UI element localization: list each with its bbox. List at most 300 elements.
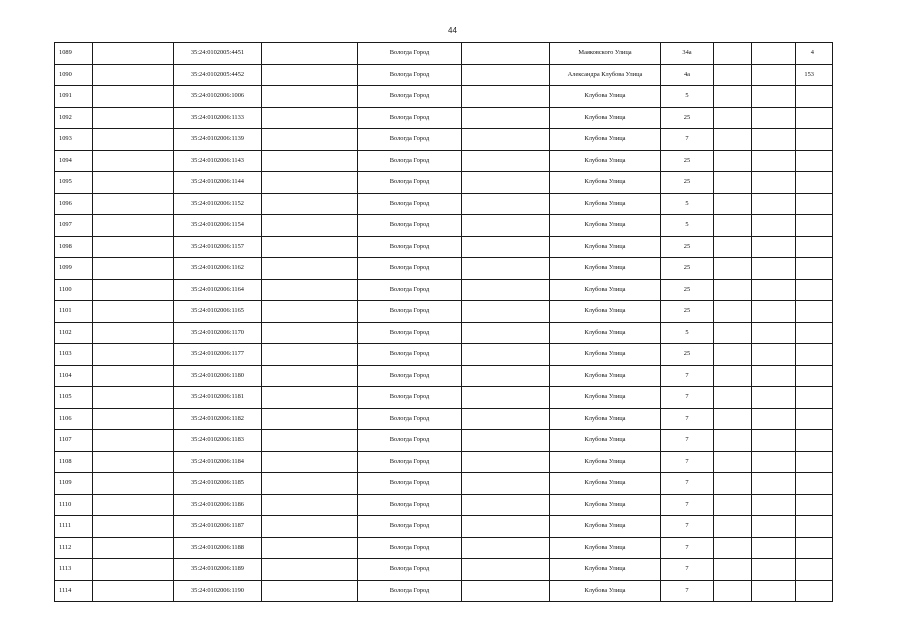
empty-cell (262, 64, 358, 86)
row-number-cell: 1107 (55, 430, 93, 452)
empty-cell (262, 43, 358, 65)
house-number-cell: 25 (661, 236, 714, 258)
house-number-cell: 7 (661, 580, 714, 602)
empty-cell (262, 580, 358, 602)
apartment-cell (796, 387, 833, 409)
row-number-cell: 1089 (55, 43, 93, 65)
empty-cell (462, 516, 550, 538)
locality-cell: Вологда Город (358, 365, 462, 387)
cadastral-number-cell: 35:24:0102006:1165 (174, 301, 262, 323)
empty-cell (93, 172, 174, 194)
empty-cell (714, 64, 752, 86)
empty-cell (93, 279, 174, 301)
house-number-cell: 5 (661, 215, 714, 237)
house-number-cell: 25 (661, 279, 714, 301)
apartment-cell (796, 559, 833, 581)
street-cell: Клубова Улица (550, 516, 661, 538)
empty-cell (714, 516, 752, 538)
empty-cell (262, 107, 358, 129)
empty-cell (262, 86, 358, 108)
cadastral-number-cell: 35:24:0102006:1182 (174, 408, 262, 430)
apartment-cell: 153 (796, 64, 833, 86)
empty-cell (752, 365, 796, 387)
empty-cell (462, 301, 550, 323)
apartment-cell (796, 215, 833, 237)
empty-cell (752, 193, 796, 215)
empty-cell (262, 193, 358, 215)
locality-cell: Вологда Город (358, 430, 462, 452)
table-row (55, 322, 833, 344)
empty-cell (752, 537, 796, 559)
empty-cell (714, 322, 752, 344)
locality-cell: Вологда Город (358, 258, 462, 280)
apartment-cell (796, 322, 833, 344)
locality-cell: Вологда Город (358, 86, 462, 108)
street-cell: Клубова Улица (550, 451, 661, 473)
apartment-cell (796, 279, 833, 301)
empty-cell (714, 43, 752, 65)
locality-cell: Вологда Город (358, 344, 462, 366)
empty-cell (93, 559, 174, 581)
house-number-cell: 25 (661, 172, 714, 194)
row-number-cell: 1111 (55, 516, 93, 538)
table-row (55, 150, 833, 172)
street-cell: Маяковского Улица (550, 43, 661, 65)
street-cell: Клубова Улица (550, 279, 661, 301)
empty-cell (752, 408, 796, 430)
locality-cell: Вологда Город (358, 387, 462, 409)
empty-cell (462, 387, 550, 409)
empty-cell (462, 193, 550, 215)
locality-cell: Вологда Город (358, 451, 462, 473)
apartment-cell (796, 129, 833, 151)
empty-cell (752, 107, 796, 129)
empty-cell (714, 258, 752, 280)
empty-cell (93, 516, 174, 538)
empty-cell (714, 236, 752, 258)
empty-cell (752, 64, 796, 86)
row-number-cell: 1105 (55, 387, 93, 409)
empty-cell (752, 172, 796, 194)
cadastral-number-cell: 35:24:0102006:1190 (174, 580, 262, 602)
empty-cell (93, 408, 174, 430)
table-row (55, 107, 833, 129)
row-number-cell: 1092 (55, 107, 93, 129)
house-number-cell: 7 (661, 365, 714, 387)
row-number-cell: 1098 (55, 236, 93, 258)
table-row (55, 580, 833, 602)
empty-cell (93, 107, 174, 129)
apartment-cell (796, 365, 833, 387)
empty-cell (714, 473, 752, 495)
empty-cell (93, 473, 174, 495)
empty-cell (262, 365, 358, 387)
empty-cell (714, 107, 752, 129)
house-number-cell: 7 (661, 516, 714, 538)
locality-cell: Вологда Город (358, 322, 462, 344)
empty-cell (752, 451, 796, 473)
empty-cell (714, 537, 752, 559)
table-row (55, 279, 833, 301)
empty-cell (752, 516, 796, 538)
locality-cell: Вологда Город (358, 236, 462, 258)
empty-cell (93, 451, 174, 473)
apartment-cell (796, 473, 833, 495)
empty-cell (714, 408, 752, 430)
empty-cell (462, 64, 550, 86)
empty-cell (93, 301, 174, 323)
empty-cell (714, 451, 752, 473)
empty-cell (262, 301, 358, 323)
empty-cell (462, 236, 550, 258)
empty-cell (714, 559, 752, 581)
empty-cell (262, 559, 358, 581)
locality-cell: Вологда Город (358, 215, 462, 237)
empty-cell (752, 580, 796, 602)
apartment-cell (796, 172, 833, 194)
empty-cell (752, 430, 796, 452)
locality-cell: Вологда Город (358, 129, 462, 151)
registry-table-body (55, 43, 833, 602)
cadastral-number-cell: 35:24:0102006:1143 (174, 150, 262, 172)
table-row (55, 430, 833, 452)
empty-cell (714, 387, 752, 409)
cadastral-number-cell: 35:24:0102006:1139 (174, 129, 262, 151)
empty-cell (752, 258, 796, 280)
empty-cell (462, 580, 550, 602)
apartment-cell (796, 580, 833, 602)
empty-cell (262, 537, 358, 559)
empty-cell (462, 258, 550, 280)
street-cell: Клубова Улица (550, 172, 661, 194)
house-number-cell: 7 (661, 494, 714, 516)
empty-cell (262, 129, 358, 151)
cadastral-number-cell: 35:24:0102006:1170 (174, 322, 262, 344)
locality-cell: Вологда Город (358, 580, 462, 602)
cadastral-number-cell: 35:24:0102006:1189 (174, 559, 262, 581)
table-row (55, 516, 833, 538)
locality-cell: Вологда Город (358, 64, 462, 86)
table-row (55, 408, 833, 430)
empty-cell (714, 365, 752, 387)
empty-cell (262, 516, 358, 538)
empty-cell (93, 430, 174, 452)
cadastral-number-cell: 35:24:0102006:1181 (174, 387, 262, 409)
apartment-cell (796, 150, 833, 172)
table-row (55, 387, 833, 409)
table-row (55, 344, 833, 366)
empty-cell (262, 387, 358, 409)
apartment-cell (796, 86, 833, 108)
empty-cell (752, 344, 796, 366)
house-number-cell: 7 (661, 473, 714, 495)
row-number-cell: 1094 (55, 150, 93, 172)
empty-cell (714, 193, 752, 215)
row-number-cell: 1114 (55, 580, 93, 602)
table-row (55, 172, 833, 194)
house-number-cell: 7 (661, 408, 714, 430)
empty-cell (93, 580, 174, 602)
page-number: 44 (448, 26, 457, 35)
row-number-cell: 1100 (55, 279, 93, 301)
apartment-cell (796, 537, 833, 559)
apartment-cell (796, 516, 833, 538)
table-row (55, 301, 833, 323)
empty-cell (462, 451, 550, 473)
empty-cell (462, 494, 550, 516)
table-row (55, 365, 833, 387)
cadastral-number-cell: 35:24:0102006:1188 (174, 537, 262, 559)
empty-cell (714, 129, 752, 151)
empty-cell (462, 344, 550, 366)
house-number-cell: 25 (661, 258, 714, 280)
house-number-cell: 7 (661, 129, 714, 151)
apartment-cell (796, 408, 833, 430)
empty-cell (93, 86, 174, 108)
street-cell: Клубова Улица (550, 559, 661, 581)
locality-cell: Вологда Город (358, 473, 462, 495)
row-number-cell: 1109 (55, 473, 93, 495)
empty-cell (93, 43, 174, 65)
empty-cell (262, 279, 358, 301)
empty-cell (262, 473, 358, 495)
street-cell: Клубова Улица (550, 344, 661, 366)
empty-cell (752, 473, 796, 495)
locality-cell: Вологда Город (358, 279, 462, 301)
empty-cell (462, 559, 550, 581)
house-number-cell: 25 (661, 107, 714, 129)
street-cell: Клубова Улица (550, 193, 661, 215)
street-cell: Клубова Улица (550, 365, 661, 387)
table-row (55, 129, 833, 151)
street-cell: Клубова Улица (550, 537, 661, 559)
empty-cell (714, 172, 752, 194)
house-number-cell: 25 (661, 150, 714, 172)
cadastral-number-cell: 35:24:0102006:1164 (174, 279, 262, 301)
empty-cell (752, 279, 796, 301)
empty-cell (462, 322, 550, 344)
cadastral-number-cell: 35:24:0102006:1154 (174, 215, 262, 237)
empty-cell (714, 279, 752, 301)
empty-cell (93, 64, 174, 86)
empty-cell (752, 43, 796, 65)
street-cell: Александра Клубова Улица (550, 64, 661, 86)
empty-cell (714, 215, 752, 237)
empty-cell (93, 365, 174, 387)
cadastral-number-cell: 35:24:0102006:1186 (174, 494, 262, 516)
apartment-cell (796, 107, 833, 129)
row-number-cell: 1112 (55, 537, 93, 559)
empty-cell (752, 150, 796, 172)
empty-cell (262, 322, 358, 344)
empty-cell (262, 236, 358, 258)
row-number-cell: 1099 (55, 258, 93, 280)
house-number-cell: 5 (661, 193, 714, 215)
cadastral-number-cell: 35:24:0102006:1144 (174, 172, 262, 194)
row-number-cell: 1104 (55, 365, 93, 387)
empty-cell (262, 172, 358, 194)
empty-cell (93, 322, 174, 344)
street-cell: Клубова Улица (550, 322, 661, 344)
house-number-cell: 7 (661, 387, 714, 409)
street-cell: Клубова Улица (550, 580, 661, 602)
apartment-cell (796, 494, 833, 516)
table-row (55, 43, 833, 65)
table-row (55, 236, 833, 258)
empty-cell (262, 344, 358, 366)
empty-cell (714, 494, 752, 516)
empty-cell (462, 430, 550, 452)
apartment-cell (796, 258, 833, 280)
row-number-cell: 1110 (55, 494, 93, 516)
table-row (55, 537, 833, 559)
house-number-cell: 7 (661, 451, 714, 473)
cadastral-number-cell: 35:24:0102006:1187 (174, 516, 262, 538)
cadastral-number-cell: 35:24:0102006:1133 (174, 107, 262, 129)
apartment-cell (796, 193, 833, 215)
apartment-cell (796, 236, 833, 258)
cadastral-number-cell: 35:24:0102005:4452 (174, 64, 262, 86)
row-number-cell: 1090 (55, 64, 93, 86)
street-cell: Клубова Улица (550, 430, 661, 452)
empty-cell (462, 129, 550, 151)
row-number-cell: 1106 (55, 408, 93, 430)
empty-cell (262, 430, 358, 452)
row-number-cell: 1091 (55, 86, 93, 108)
apartment-cell (796, 451, 833, 473)
empty-cell (93, 215, 174, 237)
street-cell: Клубова Улица (550, 408, 661, 430)
house-number-cell: 5 (661, 322, 714, 344)
row-number-cell: 1101 (55, 301, 93, 323)
apartment-cell (796, 430, 833, 452)
empty-cell (714, 430, 752, 452)
row-number-cell: 1095 (55, 172, 93, 194)
empty-cell (93, 236, 174, 258)
empty-cell (93, 258, 174, 280)
locality-cell: Вологда Город (358, 301, 462, 323)
row-number-cell: 1108 (55, 451, 93, 473)
cadastral-number-cell: 35:24:0102006:1152 (174, 193, 262, 215)
street-cell: Клубова Улица (550, 258, 661, 280)
table-row (55, 193, 833, 215)
empty-cell (752, 387, 796, 409)
empty-cell (93, 387, 174, 409)
cadastral-number-cell: 35:24:0102006:1162 (174, 258, 262, 280)
cadastral-number-cell: 35:24:0102006:1177 (174, 344, 262, 366)
empty-cell (262, 150, 358, 172)
empty-cell (93, 537, 174, 559)
empty-cell (462, 408, 550, 430)
empty-cell (714, 86, 752, 108)
apartment-cell: 4 (796, 43, 833, 65)
empty-cell (462, 473, 550, 495)
empty-cell (752, 86, 796, 108)
empty-cell (462, 537, 550, 559)
house-number-cell: 25 (661, 301, 714, 323)
empty-cell (93, 344, 174, 366)
row-number-cell: 1093 (55, 129, 93, 151)
table-row (55, 215, 833, 237)
street-cell: Клубова Улица (550, 387, 661, 409)
table-row (55, 473, 833, 495)
empty-cell (714, 150, 752, 172)
house-number-cell: 7 (661, 537, 714, 559)
street-cell: Клубова Улица (550, 86, 661, 108)
empty-cell (262, 408, 358, 430)
empty-cell (752, 129, 796, 151)
empty-cell (93, 193, 174, 215)
street-cell: Клубова Улица (550, 150, 661, 172)
empty-cell (714, 301, 752, 323)
table-row (55, 451, 833, 473)
house-number-cell: 34а (661, 43, 714, 65)
locality-cell: Вологда Город (358, 408, 462, 430)
empty-cell (93, 494, 174, 516)
street-cell: Клубова Улица (550, 473, 661, 495)
empty-cell (752, 559, 796, 581)
cadastral-number-cell: 35:24:0102006:1180 (174, 365, 262, 387)
registry-table (54, 42, 833, 602)
locality-cell: Вологда Город (358, 43, 462, 65)
cadastral-number-cell: 35:24:0102006:1006 (174, 86, 262, 108)
empty-cell (262, 451, 358, 473)
street-cell: Клубова Улица (550, 215, 661, 237)
locality-cell: Вологда Город (358, 537, 462, 559)
empty-cell (752, 322, 796, 344)
empty-cell (752, 301, 796, 323)
street-cell: Клубова Улица (550, 107, 661, 129)
apartment-cell (796, 301, 833, 323)
street-cell: Клубова Улица (550, 494, 661, 516)
empty-cell (462, 150, 550, 172)
locality-cell: Вологда Город (358, 107, 462, 129)
house-number-cell: 4а (661, 64, 714, 86)
apartment-cell (796, 344, 833, 366)
locality-cell: Вологда Город (358, 193, 462, 215)
house-number-cell: 25 (661, 344, 714, 366)
empty-cell (714, 344, 752, 366)
empty-cell (262, 494, 358, 516)
empty-cell (262, 258, 358, 280)
row-number-cell: 1113 (55, 559, 93, 581)
table-row (55, 494, 833, 516)
table-row (55, 64, 833, 86)
empty-cell (714, 580, 752, 602)
cadastral-number-cell: 35:24:0102006:1185 (174, 473, 262, 495)
table-row (55, 258, 833, 280)
row-number-cell: 1103 (55, 344, 93, 366)
house-number-cell: 7 (661, 559, 714, 581)
empty-cell (462, 86, 550, 108)
locality-cell: Вологда Город (358, 150, 462, 172)
row-number-cell: 1097 (55, 215, 93, 237)
empty-cell (462, 107, 550, 129)
locality-cell: Вологда Город (358, 172, 462, 194)
locality-cell: Вологда Город (358, 494, 462, 516)
empty-cell (462, 279, 550, 301)
empty-cell (93, 150, 174, 172)
empty-cell (93, 129, 174, 151)
cadastral-number-cell: 35:24:0102006:1183 (174, 430, 262, 452)
table-row (55, 86, 833, 108)
cadastral-number-cell: 35:24:0102005:4451 (174, 43, 262, 65)
row-number-cell: 1102 (55, 322, 93, 344)
empty-cell (262, 215, 358, 237)
empty-cell (462, 365, 550, 387)
locality-cell: Вологда Город (358, 516, 462, 538)
empty-cell (752, 215, 796, 237)
